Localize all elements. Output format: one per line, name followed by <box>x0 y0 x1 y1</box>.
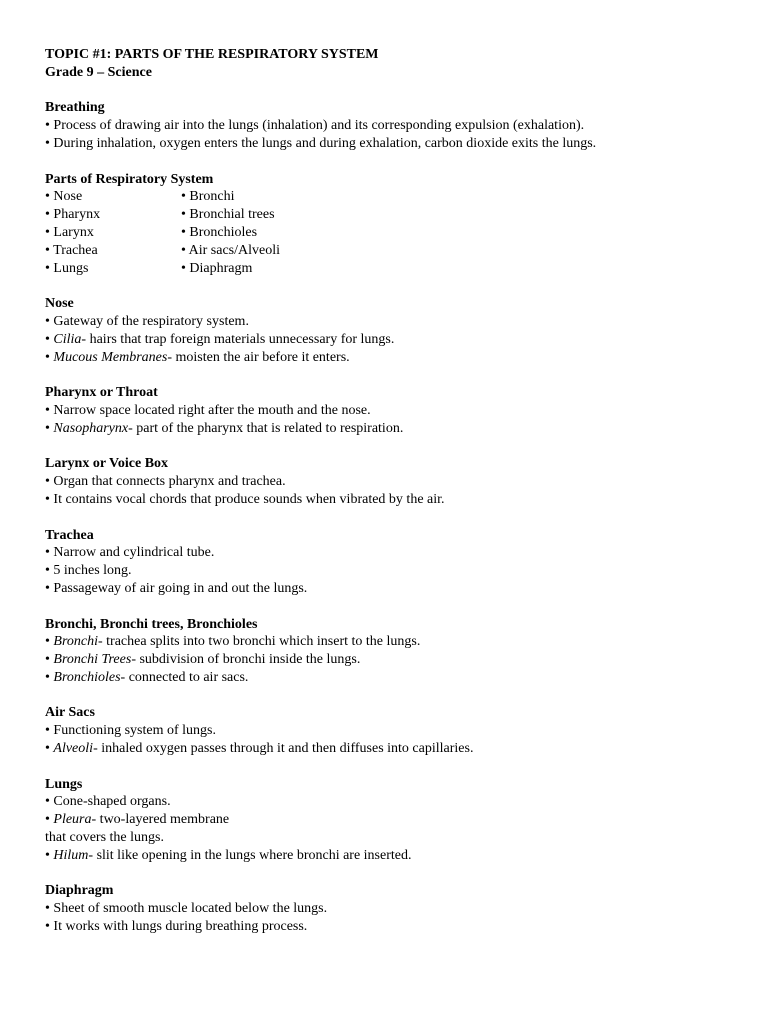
section-heading: Larynx or Voice Box <box>45 456 169 472</box>
bullet-line: • Alveoli- inhaled oxygen passes through it and then diffuses into capillaries. <box>45 741 474 757</box>
list-item: • Nose <box>45 189 83 205</box>
bullet-line: • Process of drawing air into the lungs (inhalation) and its corresponding expulsion (exhalation). <box>45 118 585 134</box>
definition: - slit like opening in the lungs where bronchi are inserted. <box>88 847 412 863</box>
definition: - connected to air sacs. <box>120 669 249 685</box>
bullet-line: • Mucous Membranes- moisten the air before it enters. <box>45 349 350 365</box>
continuation-line: that covers the lungs. <box>45 830 164 846</box>
bullet-line: • Functioning system of lungs. <box>45 723 216 739</box>
term: Hilum <box>53 847 89 863</box>
definition: - part of the pharynx that is related to respiration. <box>128 420 404 436</box>
term: Nasopharynx <box>53 420 129 436</box>
definition: - hairs that trap foreign materials unnecessary for lungs. <box>81 331 395 347</box>
section-larynx <box>45 455 735 508</box>
section-heading: Breathing <box>45 100 105 116</box>
bullet-line: • Pleura- two-layered membrane <box>45 812 230 828</box>
term: Bronchioles <box>53 669 121 685</box>
bullet-line: • It works with lungs during breathing process. <box>45 919 308 935</box>
list-item: • Pharynx <box>45 207 101 223</box>
bullet-line: • Bronchi Trees- subdivision of bronchi inside the lungs. <box>45 652 361 668</box>
section-heading: Trachea <box>45 527 94 543</box>
section-heading: Lungs <box>45 776 83 792</box>
section-bronchi <box>45 616 735 687</box>
term: Alveoli <box>53 741 94 757</box>
document-page <box>45 46 735 954</box>
section-lungs <box>45 776 735 865</box>
bullet-line: • Cone-shaped organs. <box>45 794 171 810</box>
bullet-line: • Narrow space located right after the mouth and the nose. <box>45 402 371 418</box>
bullet-line: • Sheet of smooth muscle located below the lungs. <box>45 901 328 917</box>
section-trachea <box>45 527 735 598</box>
definition: - inhaled oxygen passes through it and then diffuses into capillaries. <box>93 741 474 757</box>
term: Cilia <box>53 331 82 347</box>
parts-column-right <box>181 188 381 277</box>
bullet-line: • Hilum- slit like opening in the lungs where bronchi are inserted. <box>45 847 412 863</box>
list-item: • Bronchial trees <box>181 207 275 223</box>
section-breathing <box>45 99 735 152</box>
bullet-line: • Passageway of air going in and out the lungs. <box>45 580 308 596</box>
bullet-line: • Gateway of the respiratory system. <box>45 313 249 329</box>
section-pharynx <box>45 384 735 437</box>
bullet-line: • Bronchioles- connected to air sacs. <box>45 669 249 685</box>
term: Bronchi <box>53 634 98 650</box>
term: Bronchi Trees <box>53 652 132 668</box>
list-item: • Bronchioles <box>181 224 258 240</box>
section-heading: Nose <box>45 296 74 312</box>
section-heading: Parts of Respiratory System <box>45 171 214 187</box>
bullet-line: • 5 inches long. <box>45 563 132 579</box>
list-item: • Larynx <box>45 224 94 240</box>
section-parts <box>45 171 735 278</box>
section-heading: Bronchi, Bronchi trees, Bronchioles <box>45 616 258 632</box>
list-item: • Air sacs/Alveoli <box>181 242 280 258</box>
list-item: • Trachea <box>45 242 98 258</box>
list-item: • Lungs <box>45 260 89 276</box>
bullet-line: • During inhalation, oxygen enters the lungs and during exhalation, carbon dioxide exits the lungs. <box>45 135 597 151</box>
bullet-line: • It contains vocal chords that produce sounds when vibrated by the air. <box>45 491 445 507</box>
term: Pleura <box>53 812 92 828</box>
list-item: • Bronchi <box>181 189 235 205</box>
bullet-line: • Organ that connects pharynx and trachea. <box>45 474 286 490</box>
section-nose <box>45 295 735 366</box>
section-heading: Pharynx or Throat <box>45 385 158 401</box>
bullet-line: • Bronchi- trachea splits into two bronchi which insert to the lungs. <box>45 634 421 650</box>
term: Mucous Membranes <box>53 349 168 365</box>
definition: - moisten the air before it enters. <box>167 349 350 365</box>
parts-column-left <box>45 188 181 277</box>
section-air-sacs <box>45 704 735 757</box>
document-subtitle: Grade 9 – Science <box>45 64 152 80</box>
section-diaphragm <box>45 882 735 935</box>
definition: - trachea splits into two bronchi which insert to the lungs. <box>98 634 421 650</box>
bullet-line: • Cilia- hairs that trap foreign materials unnecessary for lungs. <box>45 331 395 347</box>
definition: - subdivision of bronchi inside the lungs. <box>131 652 361 668</box>
list-item: • Diaphragm <box>181 260 253 276</box>
bullet-line: • Nasopharynx- part of the pharynx that is related to respiration. <box>45 420 404 436</box>
bullet-line: • Narrow and cylindrical tube. <box>45 545 215 561</box>
parts-columns <box>45 188 735 277</box>
section-heading: Diaphragm <box>45 883 114 899</box>
section-heading: Air Sacs <box>45 705 95 721</box>
document-title: TOPIC #1: PARTS OF THE RESPIRATORY SYSTEM <box>45 47 379 62</box>
definition: - two-layered membrane <box>91 812 230 828</box>
